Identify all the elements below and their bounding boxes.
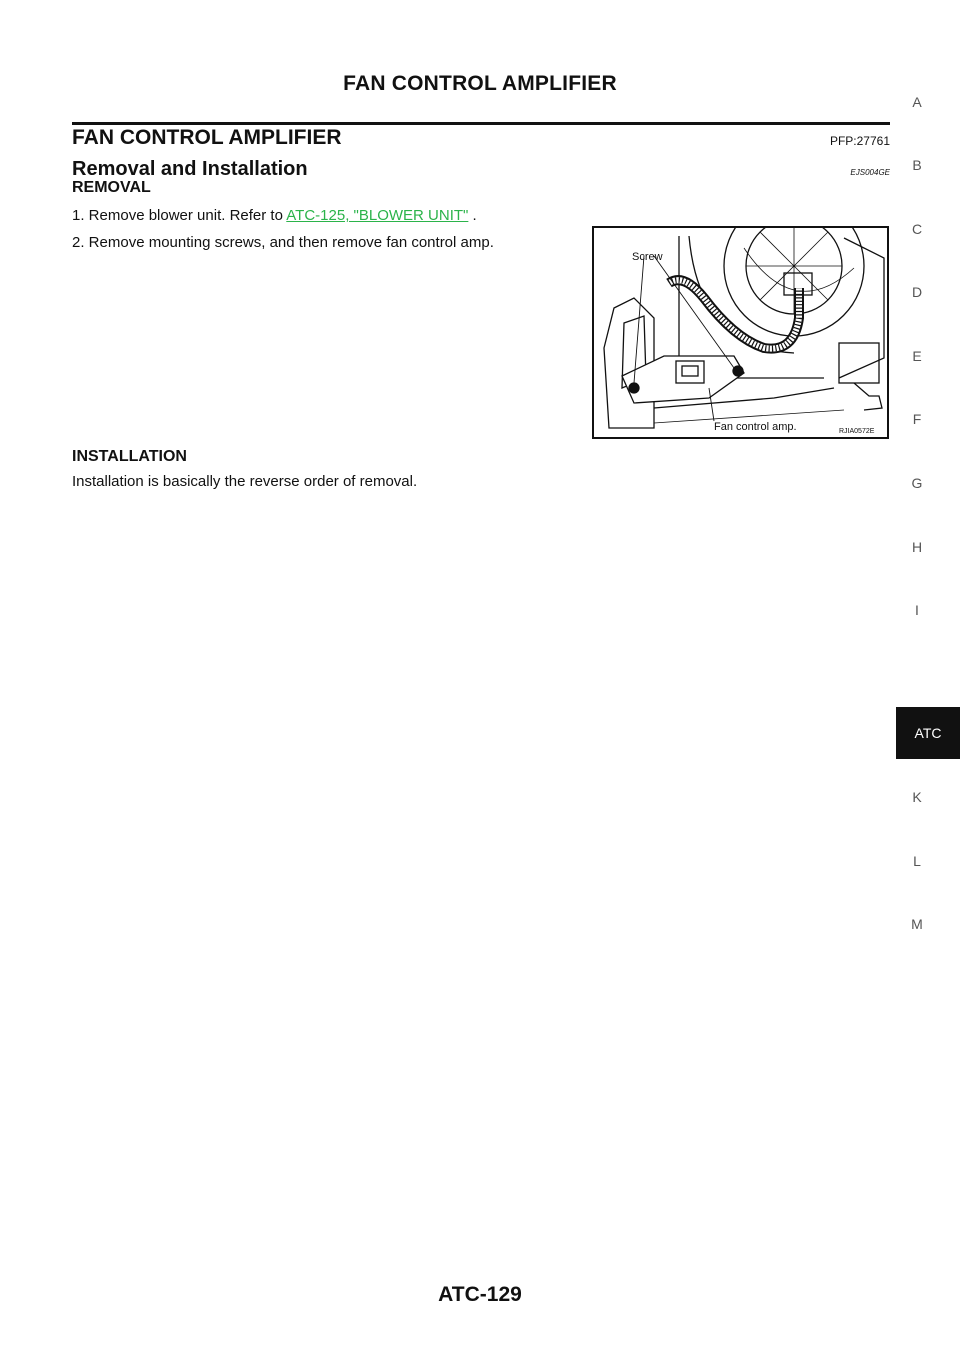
side-index-letter[interactable]: I (915, 602, 919, 618)
side-index-letter[interactable]: A (912, 94, 922, 110)
fan-control-amp-illustration (594, 228, 887, 437)
figure-label-fan-control-amp: Fan control amp. (714, 421, 797, 433)
step-1-suffix: . (468, 207, 477, 224)
installation-heading: INSTALLATION (72, 448, 187, 465)
side-index-letter[interactable]: M (911, 916, 923, 932)
fan-control-amp-figure (592, 226, 889, 439)
side-index-letter[interactable]: B (912, 157, 922, 173)
section-code: PFP:27761 (829, 134, 890, 148)
subsection-title: Removal and Installation (72, 158, 308, 180)
side-index-letter[interactable]: D (911, 284, 923, 300)
side-index-letter[interactable]: H (911, 539, 923, 555)
header-rule (72, 122, 890, 125)
side-index-letter[interactable]: F (912, 411, 922, 427)
installation-text: Installation is basically the reverse order of removal. (72, 473, 418, 490)
step-1-text: 1. Remove blower unit. Refer to (72, 207, 287, 224)
side-index-letter[interactable]: E (912, 348, 922, 364)
removal-heading: REMOVAL (72, 179, 151, 196)
page-number: ATC-129 (438, 1283, 522, 1306)
removal-step-1 (72, 207, 477, 224)
side-index-letter[interactable]: K (912, 789, 922, 805)
figure-id: RJIA0572E (839, 428, 875, 435)
side-index-letter[interactable]: L (913, 853, 921, 869)
subsection-code: EJS004GE (850, 168, 890, 177)
side-index-letter[interactable]: C (911, 221, 923, 237)
running-header: FAN CONTROL AMPLIFIER (343, 72, 617, 95)
removal-step-2: 2. Remove mounting screws, and then remove fan control amp. (72, 234, 494, 251)
section-title: FAN CONTROL AMPLIFIER (72, 126, 342, 149)
side-index-letter[interactable]: G (911, 475, 923, 491)
side-index-active-tab[interactable]: ATC (896, 707, 960, 759)
blower-unit-link[interactable]: ATC-125, "BLOWER UNIT" (286, 207, 469, 224)
figure-label-screw: Screw (632, 251, 663, 263)
